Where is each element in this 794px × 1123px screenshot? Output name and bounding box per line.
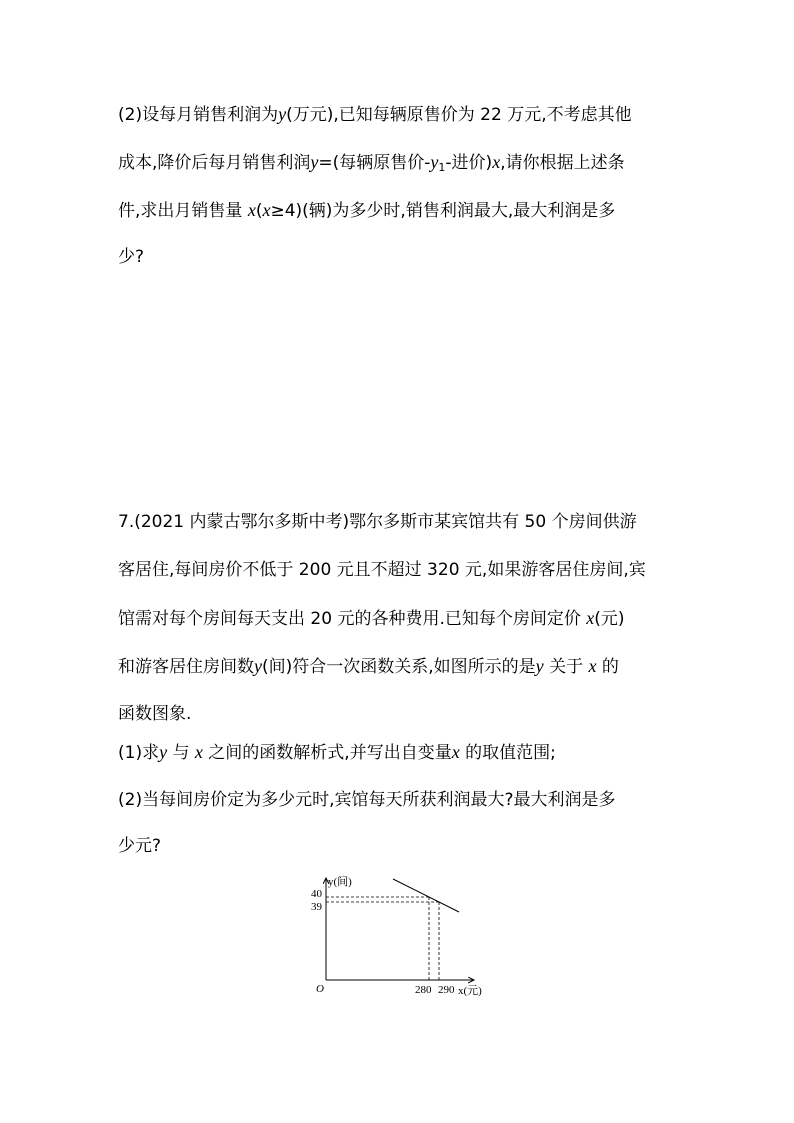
function-line bbox=[393, 879, 459, 912]
part2-line1: (2)设每月销售利润为y(万元),已知每辆原售价为 22 万元,不考虑其他 bbox=[118, 104, 632, 125]
problem7-line4: 和游客居住房间数y(间)符合一次函数关系,如图所示的是y 关于 x 的 bbox=[118, 656, 619, 677]
problem7-question2-line1: (2)当每间房价定为多少元时,宾馆每天所获利润最大?最大利润是多 bbox=[118, 790, 616, 810]
origin-label: O bbox=[316, 983, 324, 995]
problem7-line2: 客居住,每间房价不低于 200 元且不超过 320 元,如果游客居住房间,宾 bbox=[118, 560, 646, 580]
problem7-line1: 7.(2021 内蒙古鄂尔多斯中考)鄂尔多斯市某宾馆共有 50 个房间供游 bbox=[118, 512, 637, 532]
part2-line2: 成本,降价后每月销售利润y=(每辆原售价$-y_1-$进价)x,请你根据上述条 bbox=[118, 152, 625, 174]
function-graph bbox=[290, 868, 500, 998]
y-tick-label-40: 40 bbox=[311, 888, 322, 900]
y-tick-label-39: 39 bbox=[311, 901, 322, 913]
problem7-question1: (1)求y 与 x 之间的函数解析式,并写出自变量x 的取值范围; bbox=[118, 742, 556, 763]
y-axis-label: y(间) bbox=[328, 876, 352, 888]
part2-line4: 少? bbox=[118, 247, 145, 267]
part2-line3: 件,求出月销售量 x(x≥4)(辆)为多少时,销售利润最大,最大利润是多 bbox=[118, 200, 616, 221]
x-tick-label-290: 290 bbox=[438, 984, 455, 996]
x-tick-label-280: 280 bbox=[415, 984, 432, 996]
problem7-question2-line2: 少元? bbox=[118, 836, 162, 856]
problem7-line3: 馆需对每个房间每天支出 20 元的各种费用.已知每个房间定价 x(元) bbox=[118, 608, 625, 629]
problem7-line5: 函数图象. bbox=[118, 704, 192, 724]
x-axis-label: x(元) bbox=[458, 985, 482, 997]
